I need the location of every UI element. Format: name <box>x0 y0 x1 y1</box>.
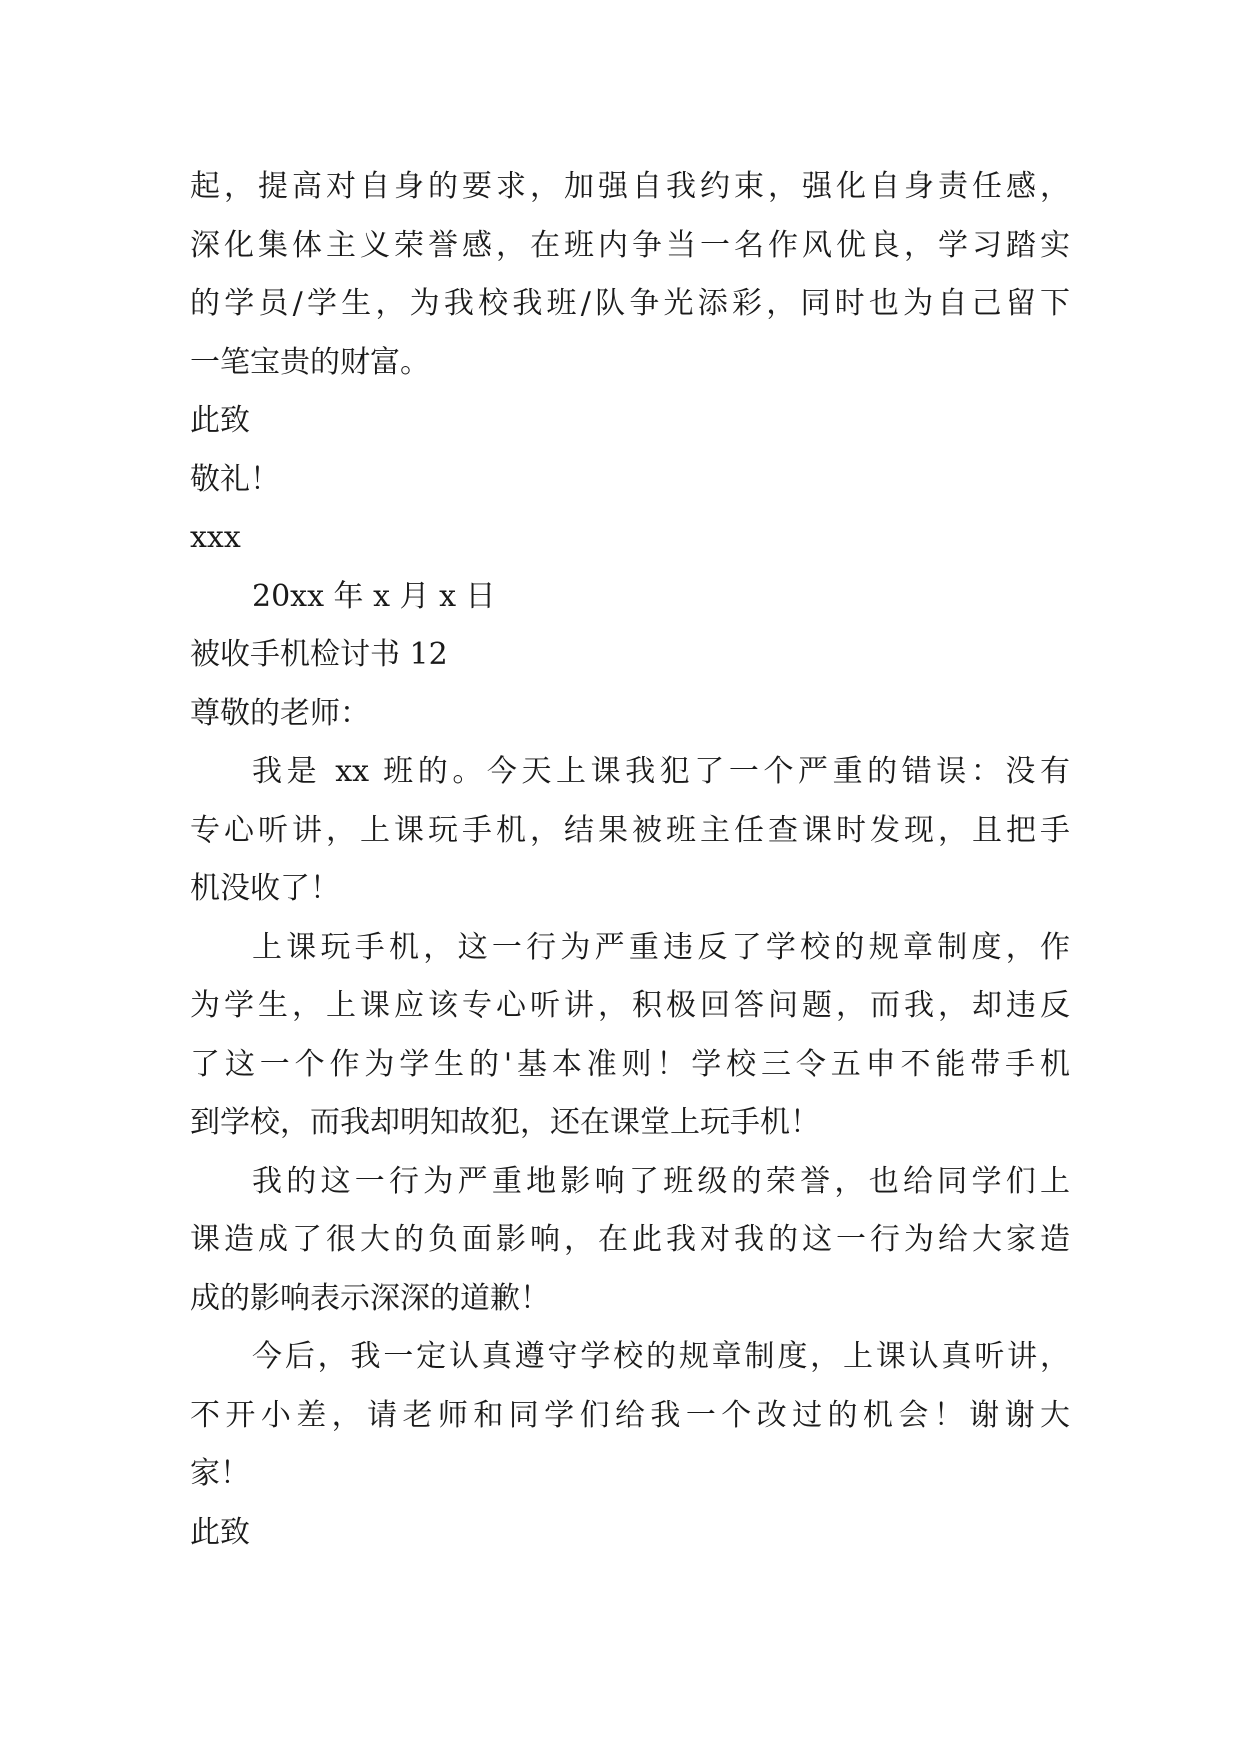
para-2-line-4: 到学校，而我却明知故犯，还在课堂上玩手机！ <box>190 1105 820 1140</box>
para-1-line-3: 机没收了！ <box>190 871 340 906</box>
para-3-line-3: 成的影响表示深深的道歉！ <box>190 1280 550 1316</box>
para-1-line-2: 专心听讲，上课玩手机，结果被班主任查课时发现，且把手 <box>190 812 1070 848</box>
prev-letter-line-2: 深化集体主义荣誉感，在班内争当一名作风优良，学习踏实 <box>190 227 1070 263</box>
para-2-line-3: 了这一个作为学生的'基本准则！学校三令五申不能带手机 <box>190 1046 1070 1082</box>
para-4-line-1: 今后，我一定认真遵守学校的规章制度，上课认真听讲， <box>252 1339 1070 1374</box>
prev-letter-line-4: 一笔宝贵的财富。 <box>190 344 430 380</box>
para-2-line-1: 上课玩手机，这一行为严重违反了学校的规章制度，作 <box>252 929 1070 965</box>
letter-salutation: 尊敬的老师： <box>190 695 370 731</box>
para-3-line-1: 我的这一行为严重地影响了班级的荣誉，也给同学们上 <box>252 1163 1070 1199</box>
prev-date: 20xx 年 x 月 x 日 <box>252 578 496 614</box>
para-1-line-1: 我是 xx 班的。今天上课我犯了一个严重的错误：没有 <box>252 754 1070 789</box>
para-4-line-2: 不开小差，请老师和同学们给我一个改过的机会！谢谢大 <box>190 1397 1070 1433</box>
document-body <box>190 158 1070 1562</box>
para-2-line-2: 为学生，上课应该专心听讲，积极回答问题，而我，却违反 <box>190 988 1070 1023</box>
prev-closing-1: 此致 <box>190 403 250 438</box>
letter-closing-1: 此致 <box>190 1514 250 1550</box>
prev-closing-2: 敬礼！ <box>190 461 280 497</box>
letter-title: 被收手机检讨书 12 <box>190 637 448 672</box>
prev-signature: xxx <box>190 520 241 555</box>
prev-letter-line-3: 的学员/学生，为我校我班/队争光添彩，同时也为自己留下 <box>190 286 1070 321</box>
para-4-line-3: 家！ <box>190 1456 250 1491</box>
prev-letter-line-1: 起，提高对自身的要求，加强自我约束，强化自身责任感， <box>190 169 1070 204</box>
para-3-line-2: 课造成了很大的负面影响，在此我对我的这一行为给大家造 <box>190 1222 1070 1257</box>
